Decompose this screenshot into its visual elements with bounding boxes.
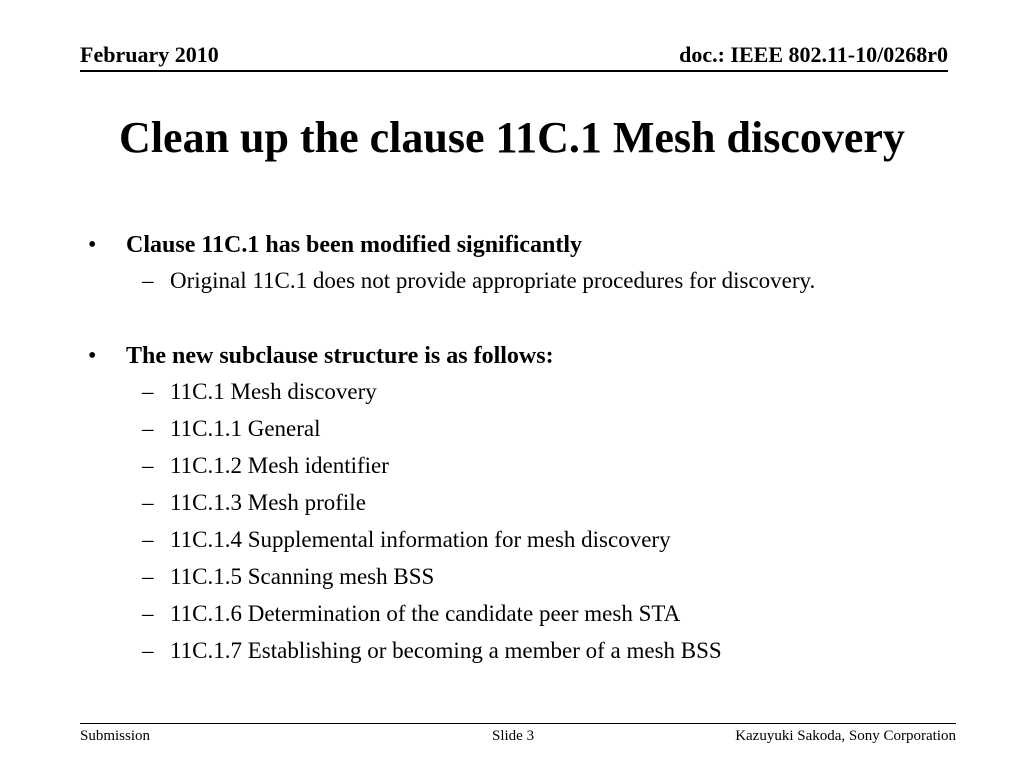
sub-marker: – [142, 379, 154, 404]
bullet-marker: • [88, 232, 97, 258]
sub-item [88, 373, 968, 410]
sub-marker: – [142, 564, 154, 589]
sub-marker: – [142, 527, 154, 552]
footer-slide-number: Slide 3 [492, 728, 535, 744]
sub-item [88, 484, 968, 521]
sub-item [88, 447, 968, 484]
sub-item [88, 410, 968, 447]
sub-text: 11C.1.5 Scanning mesh BSS [170, 564, 435, 589]
sub-text: 11C.1.7 Establishing or becoming a member of a mesh BSS [170, 638, 722, 663]
bullet-text: Clause 11C.1 has been modified significantly [126, 232, 583, 258]
bullet-text: The new subclause structure is as follows: [126, 343, 554, 369]
sub-text: 11C.1.1 General [170, 416, 321, 441]
sub-item [88, 262, 968, 299]
sub-marker: – [142, 601, 154, 626]
sub-item [88, 521, 968, 558]
sub-item [88, 632, 968, 669]
footer-author: Kazuyuki Sakoda, Sony Corporation [735, 728, 956, 744]
slide-header [80, 40, 948, 72]
bullet-item [88, 339, 968, 373]
footer-submission: Submission [80, 728, 151, 744]
sub-item [88, 558, 968, 595]
sub-marker: – [142, 638, 154, 663]
sub-text: 11C.1.2 Mesh identifier [170, 453, 389, 478]
sub-text: 11C.1.6 Determination of the candidate peer mesh STA [170, 601, 681, 626]
slide-body [88, 228, 968, 669]
footer-divider [80, 723, 956, 724]
sub-marker: – [142, 453, 154, 478]
bullet-marker: • [88, 343, 97, 369]
sub-marker: – [142, 416, 154, 441]
bullet-item [88, 228, 968, 262]
sub-item [88, 595, 968, 632]
sub-marker: – [142, 268, 154, 293]
sub-text: Original 11C.1 does not provide appropriate procedures for discovery. [170, 268, 816, 293]
slide-title: Clean up the clause 11C.1 Mesh discovery [119, 113, 905, 162]
sub-text: 11C.1.3 Mesh profile [170, 490, 366, 515]
sub-text: 11C.1.4 Supplemental information for mesh discovery [170, 527, 671, 552]
header-date: February 2010 [80, 42, 219, 67]
sub-text: 11C.1 Mesh discovery [170, 379, 377, 404]
sub-marker: – [142, 490, 154, 515]
header-doc-id: doc.: IEEE 802.11-10/0268r0 [679, 42, 948, 67]
